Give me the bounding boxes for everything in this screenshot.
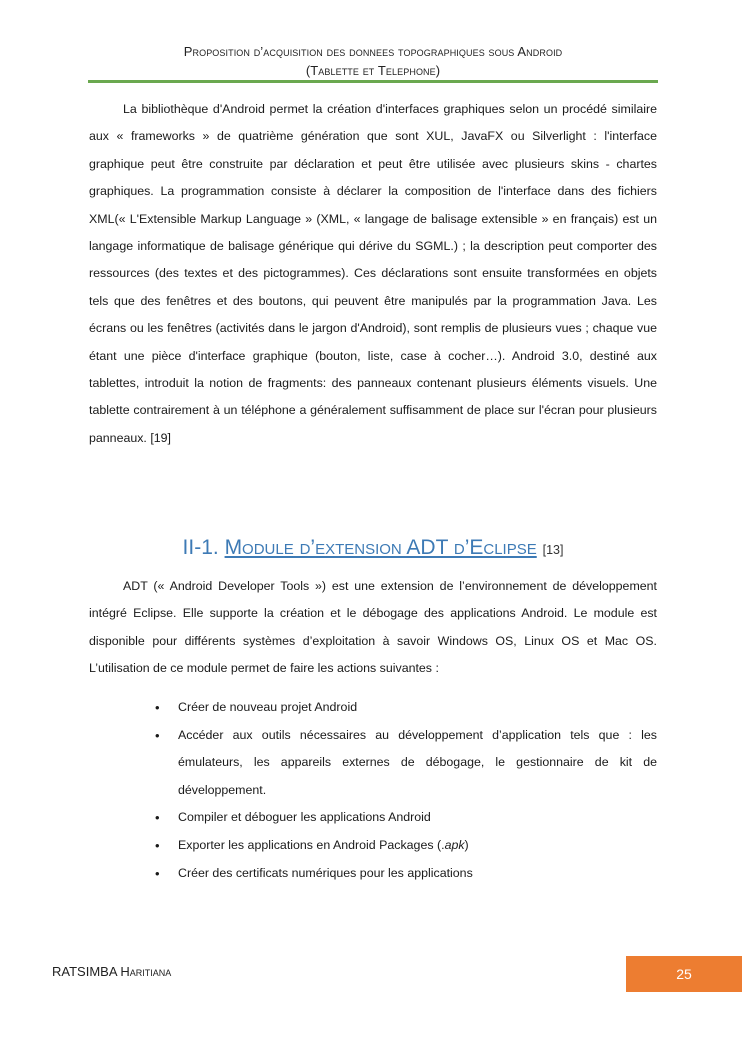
list-item-text: Accéder aux outils nécessaires au développement d’application tels que : les émulateurs, les appareils externes de débogage, le gestionnaire de kit de développement.	[178, 727, 657, 797]
list-item	[155, 804, 657, 832]
list-item-text: Créer de nouveau projet Android	[178, 700, 358, 714]
bullet-icon: •	[155, 865, 160, 881]
list-item	[155, 722, 657, 805]
list-item	[155, 860, 657, 888]
action-list	[155, 694, 657, 887]
header-title-line2: (Tablette et Telephone)	[305, 63, 441, 78]
section-heading	[89, 533, 657, 565]
section-title-link[interactable]: Module d’extension ADT d’Eclipse	[224, 536, 537, 559]
section-number: II-1.	[182, 536, 219, 559]
page-header	[88, 42, 658, 80]
list-item-text: Créer des certificats numériques pour les applications	[178, 865, 473, 880]
bullet-icon: •	[155, 727, 160, 743]
header-title-line1: Proposition d’acquisition des donnees topographiques sous Android	[183, 44, 563, 59]
list-item	[155, 832, 657, 860]
section-reference: [13]	[542, 543, 564, 557]
page-number: 25	[676, 966, 692, 982]
bullet-icon: •	[155, 700, 160, 715]
paragraph-2-text: ADT (« Android Developer Tools ») est une extension de l’environnement de développement intégré Eclipse. Elle supporte la création et le débogage des applications Android. Le module est disponible pour différents systèmes d’exploitation à savoir Windows OS, Linux OS et Mac OS. L’utilisation de ce module permet de faire les actions suivantes :	[89, 579, 657, 676]
bullet-icon: •	[155, 837, 160, 853]
file-extension: apk	[444, 837, 465, 852]
header-divider	[88, 80, 658, 83]
paragraph-1-text: La bibliothèque d'Android permet la création d'interfaces graphiques selon un procédé similaire aux « frameworks » de quatrième génération que sont XUL, JavaFX ou Silverlight : l'interface graphique peut être construite par déclaration et peut être utilisée avec plusieurs skins - chartes graphiques. La programmation consiste à déclarer la composition de l'interface dans des fichiers XML(« L'Extensible Markup Language » (XML, « langage de balisage extensible » en français) est un langage informatique de balisage générique qui dérive du SGML.) ; la description peut comporter des ressources (des textes et des pictogrammes). Ces déclarations sont ensuite transformées en objets tels que des fenêtres et des boutons, qui peuvent être manipulés par la programmation Java. Les écrans ou les fenêtres (activités dans le jargon d'Android), sont remplis de plusieurs vues ; chaque vue étant une pièce d'interface graphique (bouton, liste, case à cocher…). Android 3.0, destiné aux tablettes, introduit la notion de fragments: des panneaux contenant plusieurs éléments visuels. Une tablette contrairement à un téléphone a généralement suffisamment de place sur l'écran pour plusieurs panneaux. [19]	[89, 102, 657, 445]
page-number-badge	[626, 956, 742, 992]
list-item-text: Compiler et déboguer les applications Android	[178, 810, 431, 825]
list-item-text: Exporter les applications en Android Packages (.apk)	[178, 837, 469, 852]
bullet-icon: •	[155, 810, 160, 826]
footer-author: RATSIMBA Haritiana	[52, 964, 172, 979]
list-item	[155, 694, 657, 722]
body-paragraph-1	[89, 96, 657, 452]
body-paragraph-2	[89, 573, 657, 683]
